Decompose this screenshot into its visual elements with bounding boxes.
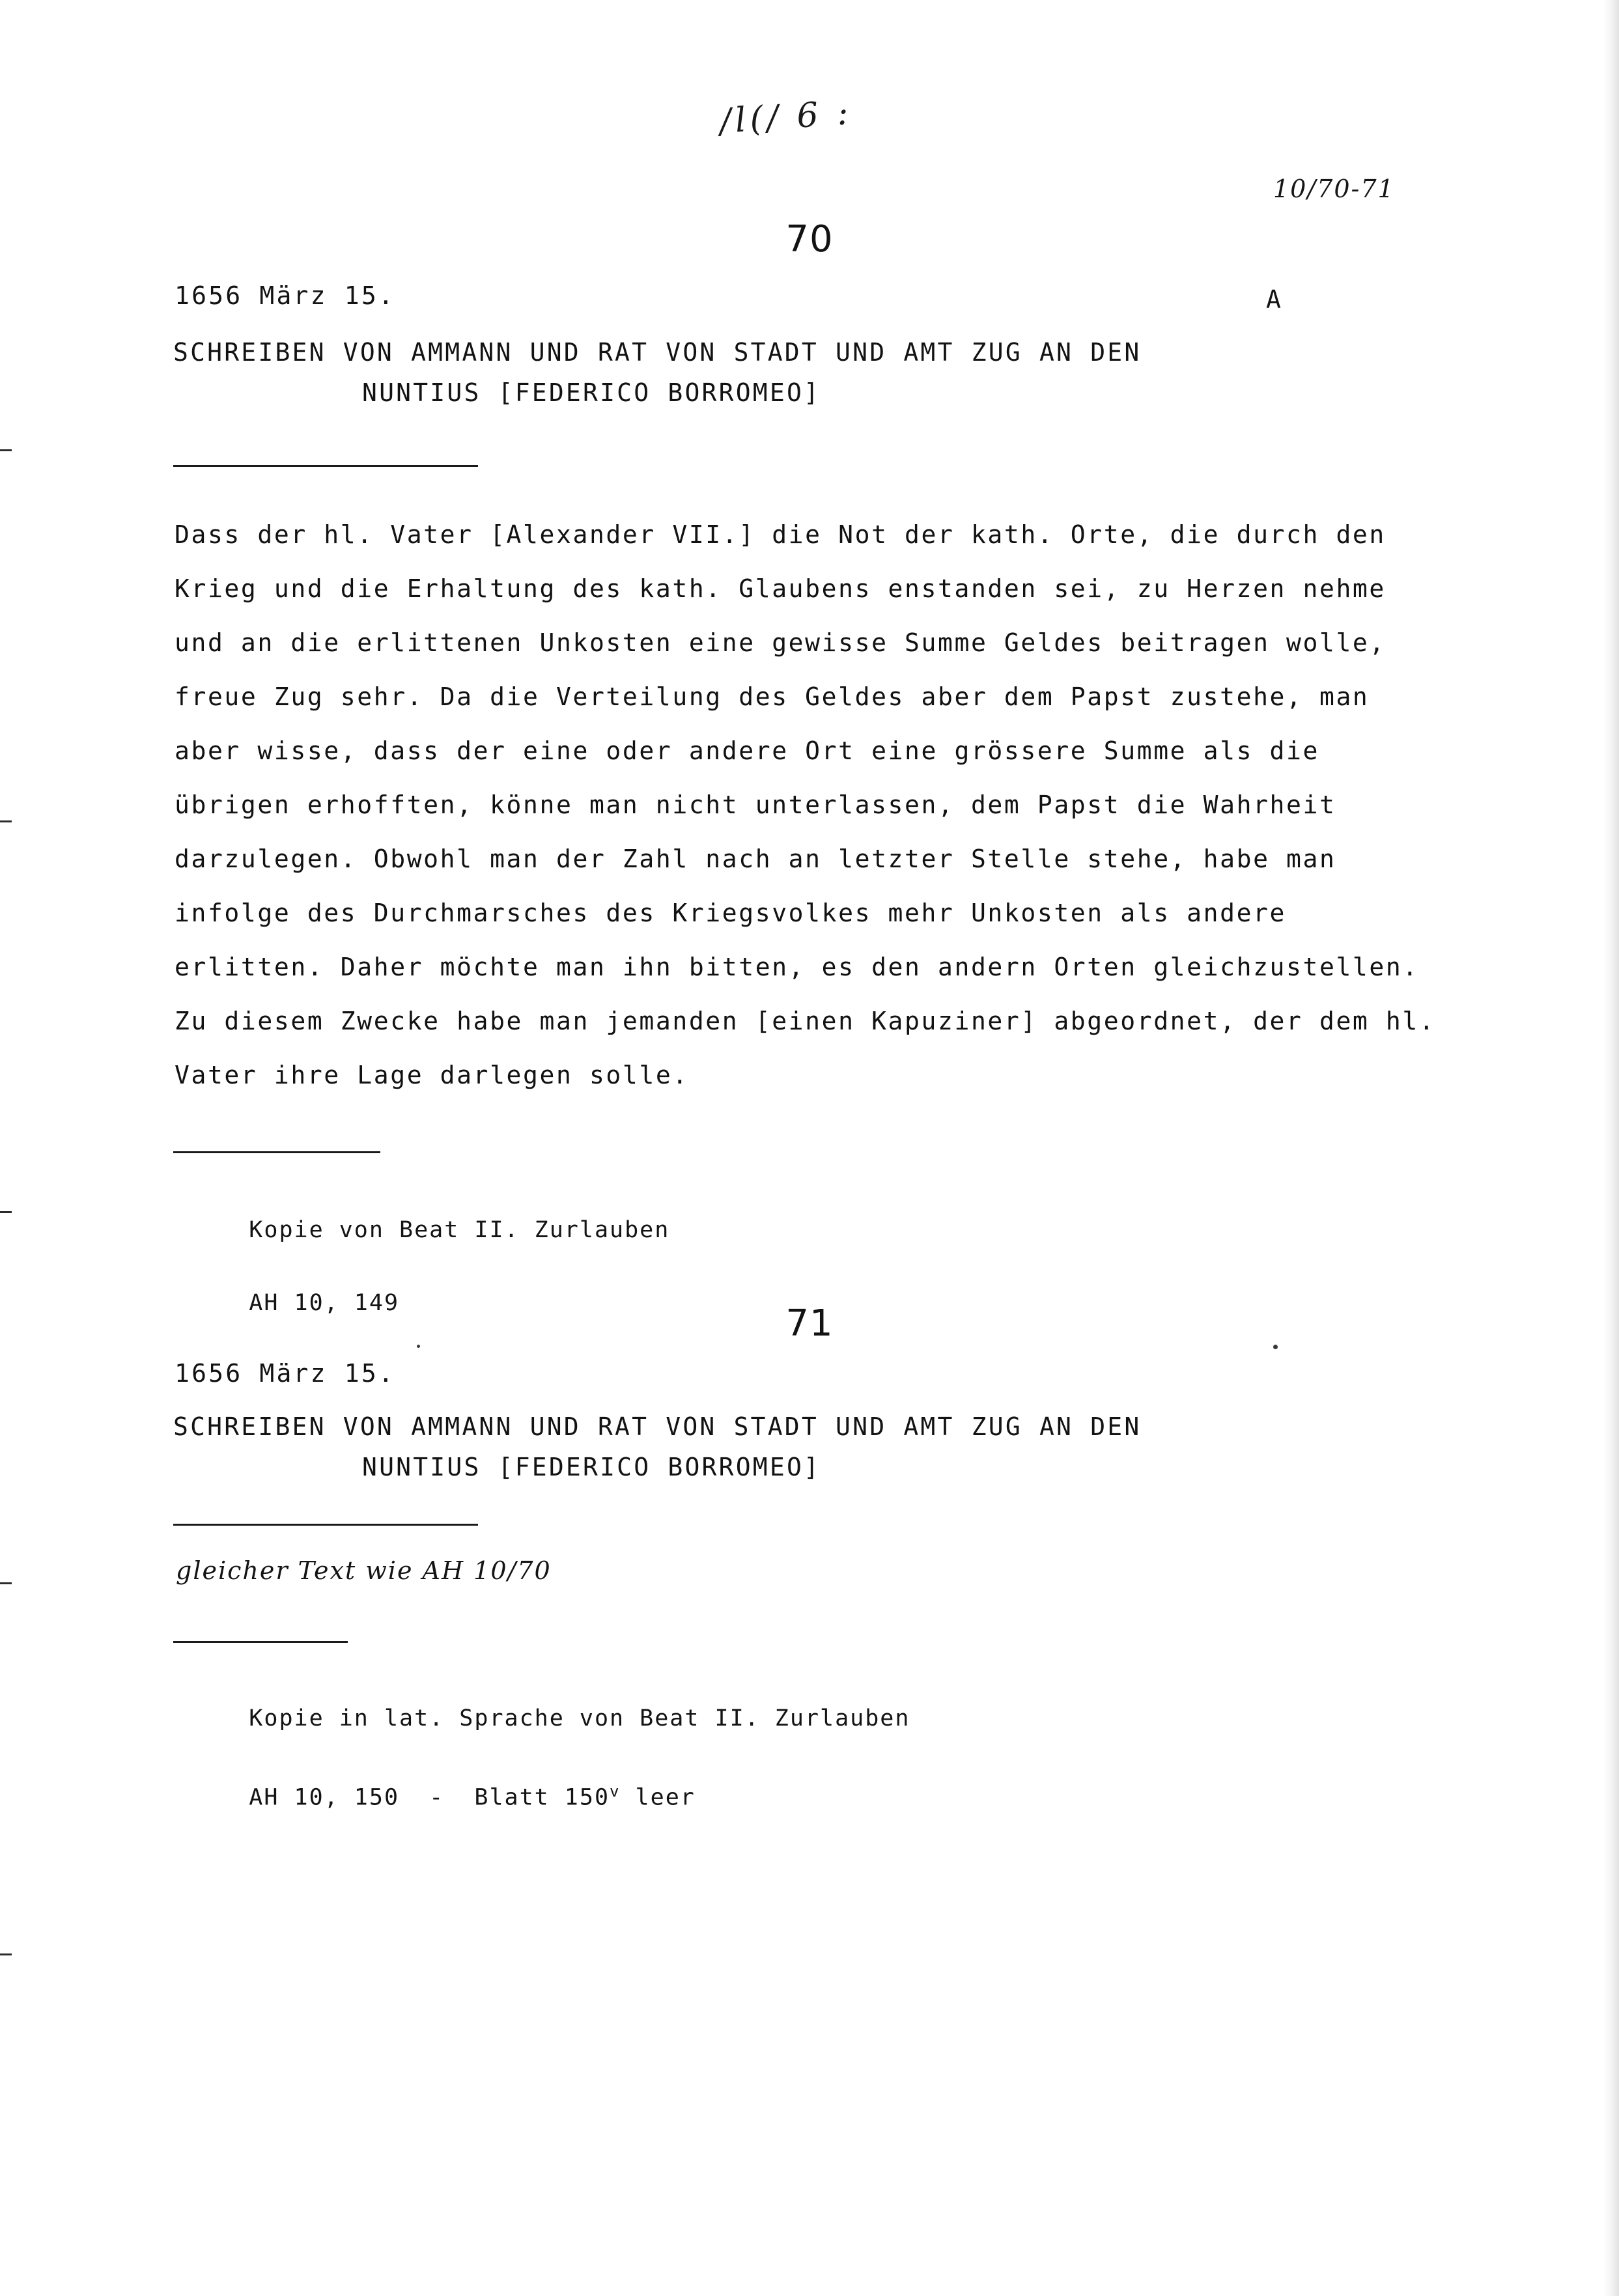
entry-source-70-line1: Kopie von Beat II. Zurlauben xyxy=(249,1217,670,1243)
scan-speck xyxy=(1273,1345,1278,1349)
entry-number-71: 71 xyxy=(785,1302,834,1345)
folio-reference: 10/70-71 xyxy=(1273,175,1395,203)
scan-tick-mark xyxy=(0,1582,12,1584)
entry-title-71-line2: NUNTIUS [FEDERICO BORROMEO] xyxy=(362,1453,821,1481)
entry-title-70 xyxy=(173,332,1141,413)
divider-rule xyxy=(173,1151,380,1153)
entry-source-71-line1: Kopie in lat. Sprache von Beat II. Zurlauben xyxy=(249,1705,910,1731)
entry-source-71-line2-superscript: v xyxy=(610,1782,621,1800)
entry-title-71 xyxy=(173,1407,1141,1487)
scan-tick-mark xyxy=(0,1211,12,1213)
entry-cross-reference-71: gleicher Text wie AH 10/70 xyxy=(176,1556,552,1585)
entry-date-70: 1656 März 15. xyxy=(175,281,396,310)
entry-title-70-line2: NUNTIUS [FEDERICO BORROMEO] xyxy=(362,378,821,407)
entry-source-71-line2-prefix: AH 10, 150 - Blatt 150 xyxy=(249,1784,610,1811)
handwritten-shelfmark: /l(/ 6 : xyxy=(718,92,854,142)
divider-rule xyxy=(173,1641,348,1643)
entry-marker-a: A xyxy=(1266,285,1281,314)
entry-source-71 xyxy=(189,1664,910,1853)
scan-tick-mark xyxy=(0,820,12,822)
scan-edge-right xyxy=(1603,0,1619,2296)
entry-number-70: 70 xyxy=(785,218,834,260)
divider-rule xyxy=(173,465,478,467)
entry-body-70: Dass der hl. Vater [Alexander VII.] die Not der kath. Orte, die durch den Krieg und die Erhaltung des kath. Glaubens enstanden sei, zu Herzen nehme und an die erlittenen Unkosten eine gewisse Summe Geldes beitragen wolle, freue Zug sehr. Da die Verteilung des Geldes aber dem Papst zustehe, man aber wisse, dass der eine oder andere Ort eine grössere Summe als die übrigen erhofften, könne man nicht unterlassen, dem Papst die Wahrheit darzulegen. Obwohl man der Zahl nach an letzter Stelle stehe, habe man infolge des Durchmarsches des Kriegsvolkes mehr Unkosten als andere erlitten. Daher möchte man ihn bitten, es den andern Orten gleichzustellen. Zu diesem Zwecke habe man jemanden [einen Kapuziner] abgeordnet, der dem hl. Vater ihre Lage darlegen solle. xyxy=(175,520,1452,1089)
scan-edge-left xyxy=(0,0,5,2296)
entry-date-71: 1656 März 15. xyxy=(175,1359,396,1388)
entry-source-70-line2: AH 10, 149 xyxy=(249,1290,400,1316)
scan-tick-mark xyxy=(0,449,12,451)
entry-title-71-line1: SCHREIBEN VON AMMANN UND RAT VON STADT UND AMT ZUG AN DEN xyxy=(173,1412,1142,1441)
scan-tick-mark xyxy=(0,1953,12,1955)
scan-speck xyxy=(417,1345,420,1348)
entry-source-71-line2-suffix: leer xyxy=(620,1784,696,1811)
divider-rule xyxy=(173,1524,478,1526)
entry-title-70-line1: SCHREIBEN VON AMMANN UND RAT VON STADT UND AMT ZUG AN DEN xyxy=(173,338,1142,367)
